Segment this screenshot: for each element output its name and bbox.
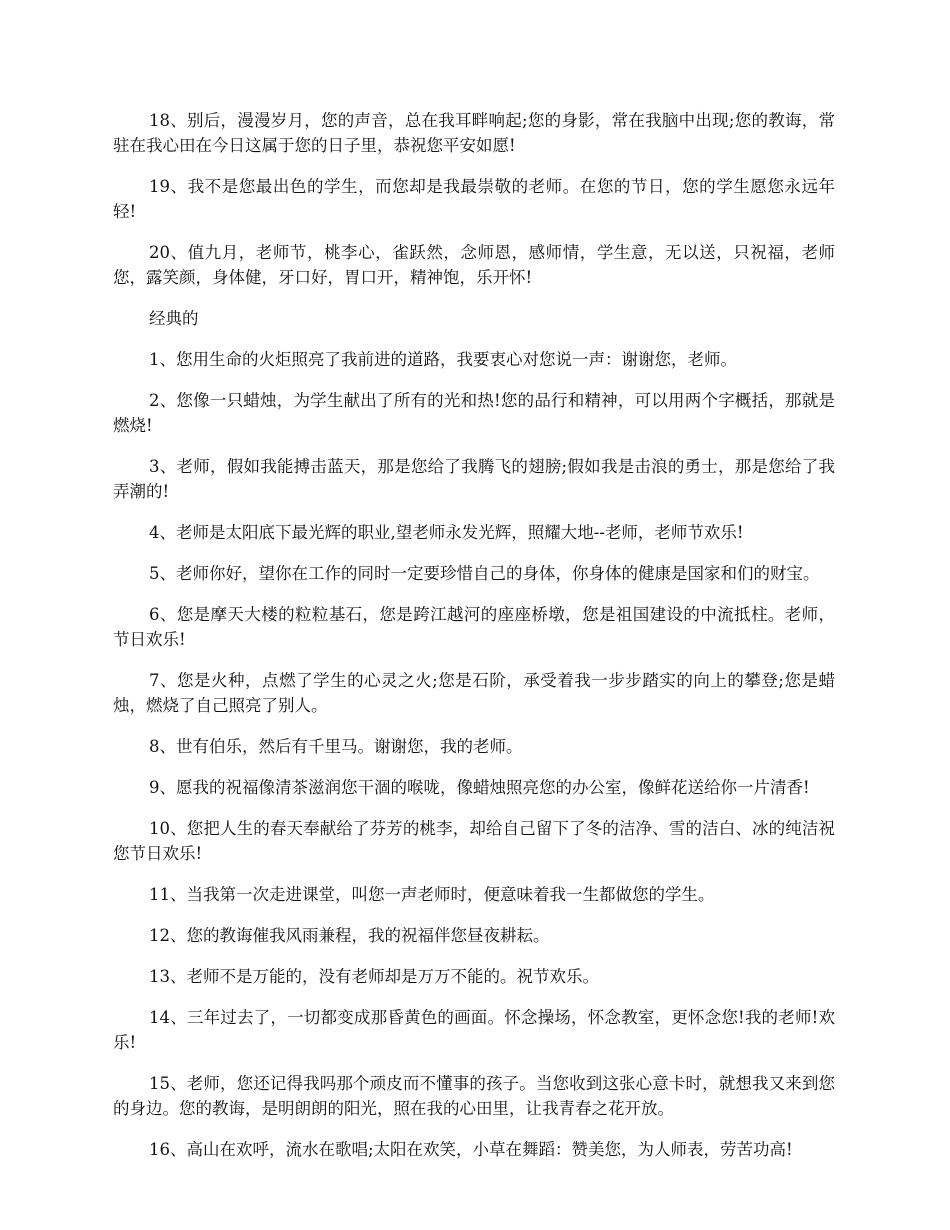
section-heading-classic: 经典的 [149,309,199,328]
paragraph-18: 18、别后，漫漫岁月，您的声音，总在我耳畔响起;您的身影，常在我脑中出现;您的教诲，常驻在我心田在今日这属于您的日子里，恭祝您平安如愿! [113,111,835,155]
paragraph-5: 5、老师你好，望你在工作的同时一定要珍惜自己的身体，你身体的健康是国家和们的财宝。 [149,564,820,583]
document-body [113,108,835,1178]
paragraph-12: 12、您的教诲催我风雨兼程，我的祝福伴您昼夜耕耘。 [149,926,550,945]
paragraph-8: 8、世有伯乐，然后有千里马。谢谢您，我的老师。 [149,737,523,756]
paragraph-20: 20、值九月，老师节，桃李心，雀跃然，念师恩，感师情，学生意，无以送，只祝福，老师您，露笑颜，身体健，牙口好，胃口开，精神饱，乐开怀! [113,243,835,287]
paragraph-10: 10、您把人生的春天奉献给了芬芳的桃李，却给自己留下了冬的洁净、雪的洁白、冰的纯洁祝您节日欢乐! [113,819,835,863]
paragraph-4: 4、老师是太阳底下最光辉的职业,望老师永发光辉，照耀大地--老师，老师节欢乐! [149,523,744,542]
paragraph-9: 9、愿我的祝福像清茶滋润您干涸的喉咙，像蜡烛照亮您的办公室，像鲜花送给你一片清香! [149,778,810,797]
paragraph-13: 13、老师不是万能的，没有老师却是万万不能的。祝节欢乐。 [149,967,599,986]
paragraph-11: 11、当我第一次走进课堂，叫您一声老师时，便意味着我一生都做您的学生。 [149,885,715,904]
paragraph-1: 1、您用生命的火炬照亮了我前进的道路，我要衷心对您说一声：谢谢您，老师。 [149,350,737,369]
paragraph-2: 2、您像一只蜡烛，为学生献出了所有的光和热!您的品行和精神，可以用两个字概括，那就是燃烧! [113,391,835,435]
paragraph-14: 14、三年过去了，一切都变成那昏黄色的画面。怀念操场，怀念教室，更怀念您!我的老师!欢乐! [113,1008,835,1052]
paragraph-15: 15、老师，您还记得我吗那个顽皮而不懂事的孩子。当您收到这张心意卡时，就想我又来到您的身边。您的教诲，是明朗朗的阳光，照在我的心田里，让我青春之花开放。 [113,1074,835,1118]
paragraph-19: 19、我不是您最出色的学生，而您却是我最崇敬的老师。在您的节日，您的学生愿您永远年轻! [113,177,835,221]
paragraph-7: 7、您是火种，点燃了学生的心灵之火;您是石阶，承受着我一步步踏实的向上的攀登;您是蜡烛，燃烧了自己照亮了别人。 [113,671,835,715]
paragraph-16: 16、高山在欢呼，流水在歌唱;太阳在欢笑，小草在舞蹈：赞美您，为人师表，劳苦功高! [149,1140,793,1159]
paragraph-3: 3、老师，假如我能搏击蓝天，那是您给了我腾飞的翅膀;假如我是击浪的勇士，那是您给了我弄潮的! [113,457,835,501]
paragraph-6: 6、您是摩天大楼的粒粒基石，您是跨江越河的座座桥墩，您是祖国建设的中流抵柱。老师，节日欢乐! [113,605,835,649]
